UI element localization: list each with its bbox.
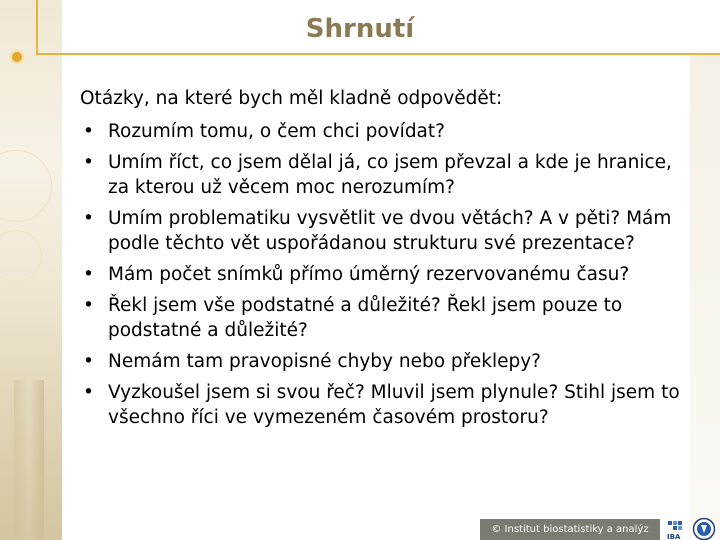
accent-horizontal-line — [36, 53, 720, 55]
orange-dot-icon — [10, 50, 24, 64]
intro-text: Otázky, na které bych měl kladně odpovědět: — [80, 88, 503, 109]
list-item — [80, 293, 680, 343]
list-item-text: Nemám tam pravopisné chyby nebo překlepy? — [108, 351, 541, 372]
list-item — [80, 380, 680, 430]
bullet-icon: • — [83, 295, 94, 316]
bullet-list — [80, 119, 680, 430]
right-decorative-strip — [690, 55, 720, 525]
iba-logo-icon — [666, 520, 688, 540]
slide-content — [80, 86, 680, 436]
university-seal-icon — [692, 517, 716, 540]
bullet-icon: • — [83, 264, 94, 285]
slide-title: Shrnutí — [305, 14, 415, 44]
iba-logo-text: IBA — [667, 533, 681, 540]
bullet-icon: • — [83, 152, 94, 173]
list-item-text: Vyzkoušel jsem si svou řeč? Mluvil jsem plynule? Stihl jsem to všechno říci ve vymezeném časovém prostoru? — [108, 382, 680, 428]
list-item — [80, 262, 680, 287]
list-item-text: Mám počet snímků přímo úměrný rezervovanému času? — [108, 264, 630, 285]
list-item-text: Umím problematiku vysvětlit ve dvou větách? A v pěti? Mám podle těchto vět uspořádanou strukturu své prezentace? — [108, 208, 672, 254]
list-item — [80, 150, 680, 200]
list-item-text: Umím říct, co jsem dělal já, co jsem převzal a kde je hranice, za kterou už věcem moc nerozumím? — [108, 152, 672, 198]
bullet-icon: • — [83, 121, 94, 142]
bullet-icon: • — [83, 208, 94, 229]
list-item — [80, 206, 680, 256]
list-item-text: Řekl jsem vše podstatné a důležité? Řekl jsem pouze to podstatné a důležité? — [108, 295, 623, 341]
footer-copyright: © Institut biostatistiky a analýz — [491, 524, 649, 535]
bullet-icon: • — [83, 351, 94, 372]
bullet-icon: • — [83, 382, 94, 403]
decorative-shade — [0, 310, 62, 540]
list-item-text: Rozumím tomu, o čem chci povídat? — [108, 121, 445, 142]
list-item — [80, 119, 680, 144]
list-item — [80, 349, 680, 374]
